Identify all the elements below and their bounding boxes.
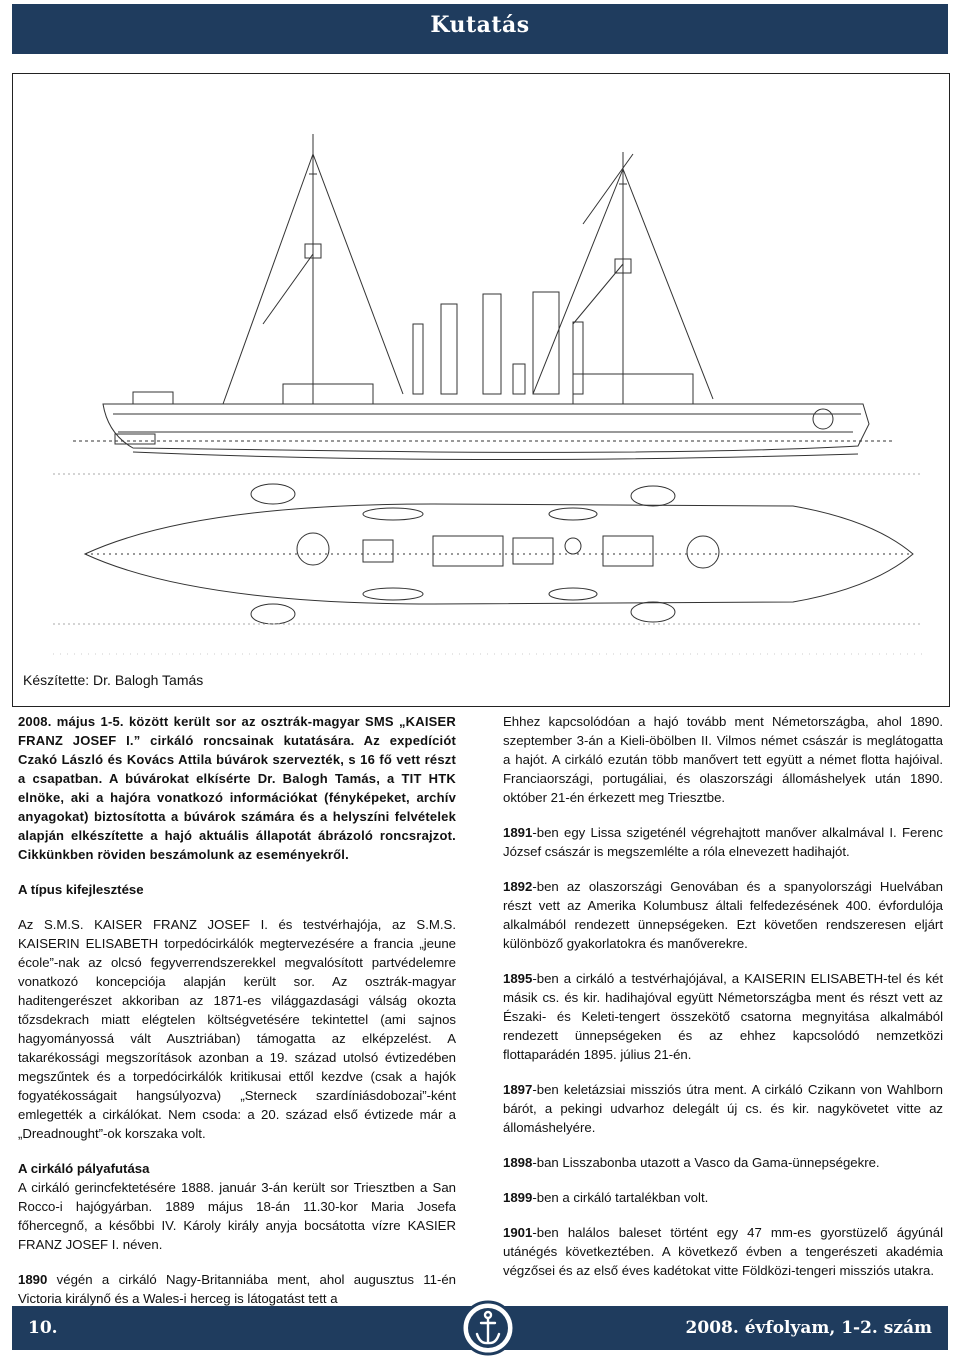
page-number: 10. <box>28 1318 58 1338</box>
year-label: 1890 <box>18 1272 48 1287</box>
paragraph-germany-visit: Ehhez kapcsolódóan a hajó tovább ment Németországba, ahol 1890. szeptember 3-án a Kieli-öbölben II. Vilmos német császár is meglátogatta a hajót. A cirkáló ezután több manővert tett együtt a német flotta hajóival. Franciaországi, portugáliai, és olaszországi állomáshelyek után 1890. október 21-én érkezett meg Triesztbe. <box>503 714 943 805</box>
issue-label: 2008. évfolyam, 1-2. szám <box>685 1318 932 1338</box>
paragraph-career: A cirkáló gerincfektetésére 1888. január 3-án került sor Triesztben a San Rocco-i hajógyárban. 1889 május 18-án 11.30-kor Maria Josefa főhercegnő, a későbbi IV. Károly király anyja bocsátotta vízre KASIER FRANZ JOSEF I. néven. <box>18 1180 456 1252</box>
entry-text: -ben a cirkáló tartalékban volt. <box>532 1190 709 1205</box>
entry-text: -ban Lisszabonba utazott a Vasco da Gama-ünnepségekre. <box>532 1155 880 1170</box>
timeline-entry <box>503 877 943 953</box>
paragraph-1890 <box>18 1270 456 1308</box>
timeline-entry <box>503 823 943 861</box>
intro-paragraph: 2008. május 1-5. között került sor az osztrák-magyar SMS „KAISER FRANZ JOSEF I.” cirkáló roncsainak kutatására. Az expedíciót Czakó László és Kovács Attila búvárok szervezték, s 16 fő vett részt a csapatban. A búvárokat elkísérte Dr. Balogh Tamás, a TIT HTK elnöke, aki a hajóra vonatkozó információkat (fényképeket, archív anyagokat) biztosította a búvárok számára és a helyszíni felvételek alapján elkészítette a hajó aktuális állapotát ábrázoló roncsrajzot. Cikkünkben röviden beszámolunk az eseményekről. <box>18 714 456 862</box>
anchor-logo-icon <box>460 1300 516 1356</box>
figure-caption: Készítette: Dr. Balogh Tamás <box>23 672 204 688</box>
year-label: 1899 <box>503 1190 533 1205</box>
entry-text: -ben a cirkáló a testvérhajójával, a KAISERIN ELISABETH-tel és két másik cs. és kir. hadihajóval együtt Németországba ment és részt vett az Északi- és Keleti-tengert összekötő csatorna megnyitása alkalmából rendezett ünnepségeken és az ehhez kapcsolódó nemzetközi flottaparádén 1895. július 21-én. <box>503 971 943 1062</box>
paragraph-text: végén a cirkáló Nagy-Britanniába ment, ahol augusztus 11-én Victoria királynő és a Wales-i herceg is látogatást tett a <box>18 1272 456 1306</box>
section-heading-career: A cirkáló pályafutása <box>18 1161 150 1176</box>
year-label: 1898 <box>503 1155 533 1170</box>
entry-text: -ben egy Lissa szigeténél végrehajtott manőver alkalmával I. Ferenc József császár is megszemlélte a róla elnevezett hadihajót. <box>503 825 943 859</box>
section-title: Kutatás <box>430 12 530 38</box>
right-column <box>503 712 943 1280</box>
entry-text: -ben az olaszországi Genovában és a spanyolországi Huelvában részt vett az Amerika Kolumbusz általi felfedezésének 400. évfordulója alkalmából rendezett ünnepségeken. Ezt követően rendszeresen eljárt különböző gyakorlatokra és manőverekre. <box>503 879 943 951</box>
year-label: 1897 <box>503 1082 533 1097</box>
page-footer <box>12 1306 948 1350</box>
timeline-entry <box>503 969 943 1064</box>
year-label: 1891 <box>503 825 533 840</box>
year-label: 1901 <box>503 1225 533 1240</box>
year-label: 1892 <box>503 879 533 894</box>
left-column <box>18 712 456 1308</box>
entry-text: -ben halálos baleset történt egy 47 mm-es gyorstüzelő ágyúnál utánégés következtében. A következő évben a tengerészeti akadémia végzősei és az első éves kadétokat vitte Földközi-tengeri missziós utakra. <box>503 1225 943 1278</box>
timeline-entry <box>503 1188 943 1207</box>
timeline-entry <box>503 1080 943 1137</box>
section-heading-type-development: A típus kifejlesztése <box>18 882 144 897</box>
ship-plan-drawing <box>13 74 949 664</box>
timeline-entry <box>503 1153 943 1172</box>
ship-drawing-figure <box>12 73 950 707</box>
timeline-entry <box>503 1223 943 1280</box>
page-header <box>12 4 948 54</box>
paragraph-type-development: Az S.M.S. KAISER FRANZ JOSEF I. és testvérhajója, az S.M.S. KAISERIN ELISABETH torpedócirkálók megtervezésére a francia „jeune école”-nak az olcsó fegyverrendszerekkel megvalósított partvédelemre vonatkozó koncepciója alapján került sor. Az osztrák-magyar haditengerészet akkoriban az 1871-es világgazdasági válság okozta tőzsdekrach miatt elégtelen költségvetésére tekintettel (ami sajnos hagyományossá vált Ausztriában) támogatta az elképzelést. A takarékossági megszorítások azonban a 19. század utolsó évtizedében megszűntek és a torpedócirkálók kritikusai ettől kezdve (csak a hajók fogyatékosságait hangsúlyozva) „Sterneck szardíniásdobozai”-ként emlegették a cirkálókat. Nem csoda: a 20. század első évtizede már a „Dreadnought”-ok korszaka volt. <box>18 917 456 1141</box>
entry-text: -ben keletázsiai missziós útra ment. A cirkáló Czikann von Wahlborn bárót, a pekingi udvarhoz delegált új cs. és kir. nagykövetet vitte az állomáshelyére. <box>503 1082 943 1135</box>
year-label: 1895 <box>503 971 533 986</box>
